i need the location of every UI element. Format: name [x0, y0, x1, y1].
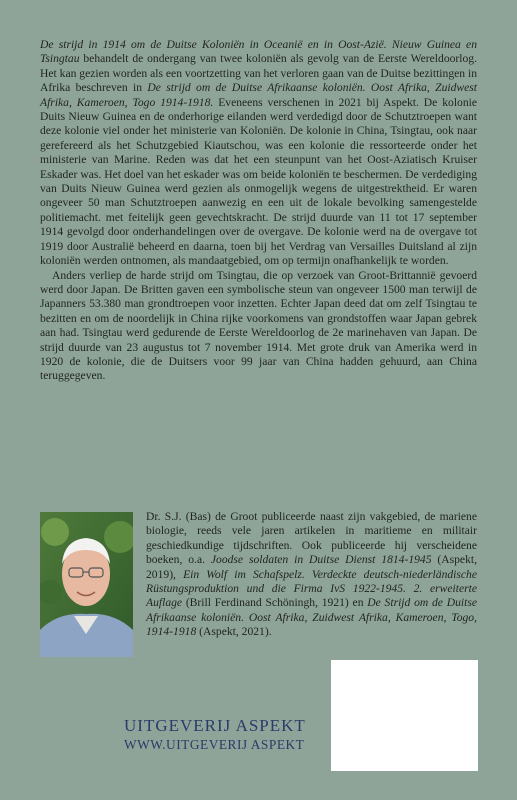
synopsis-paragraph-2: Anders verliep de harde strijd om Tsingtau, die op verzoek van Groot-Brittannië gevoerd werd door Japan. De Britten gaven een symbolische steun van ongeveer 1500 man terwijl de Japanners 53.380 man grondtroepen voor inzetten. Echter Japan deed dat om zelf Tsingtau te bezitten en om de noordelijk in China rijke voorkomens van grondstoffen waar Japan gebrek aan had. Tsingtau werd gedurende de Eerste Wereldoorlog de 2e marinehaven van Japan. De strijd duurde van 23 augustus tot 7 november 1914. Met grote druk van Amerika werd in 1920 de kolonie, die de Duitsers voor 99 jaar van China hadden gehuurd, aan China teruggegeven. — [40, 268, 477, 383]
publisher-block — [124, 716, 324, 754]
synopsis-text: behandelt de ondergang van twee koloniën als gevolg van de Eerste Wereldoorlog. Het kan gezien worden als een voortzetting van het verloren gaan van de Duitse bezittingen in Afrika beschreven in — [40, 52, 477, 95]
synopsis-text: Eveneens verschenen in 2021 bij Aspekt. De kolonie Duits Nieuw Guinea en de onderhorige eilanden werd verdedigd door de Schutztroepen want deze kolonie viel onder het ministerie van Koloniën. De kolonie in China, Tsingtau, ook naar gerefereerd als het Schutzgebied Kiautschou, was een kolonie die ressorteerde onder het ministerie van Marine. Reden was dat het een steunpunt van het Oost-Aziatisch Kruiser Eskader was. Het doel van het eskader was om beide koloniën te beschermen. De verdediging van Duits Nieuw Guinea werd gezien als onmogelijk wegens de uitgestrektheid. Er waren ongeveer 50 man Schutztroepen aanwezig en een uit de lokale bevolking samengestelde politiemacht. met feitelijk geen gevechtskracht. De strijd duurde van 11 tot 17 september 1914 gevolgd door onderhandelingen over de overgave. De kolonie werd na de overgave tot 1919 door Australië beheerd en daarna, toen bij het Verdrag van Versailles Duitsland al zijn koloniën werden ontnomen, als mandaatgebied, om op termijn onafhankelijk te worden. — [40, 95, 477, 268]
bio-book-title: Joodse soldaten in Duitse Dienst 1814-1945 — [210, 553, 432, 567]
author-photo — [40, 512, 133, 657]
bio-text: (Aspekt, 2019), — [146, 553, 477, 581]
publisher-name: UITGEVERIJ ASPEKT — [124, 716, 306, 735]
barcode-area — [331, 660, 478, 771]
bio-text: Dr. S.J. (Bas) de Groot publiceerde naast zijn vakgebied, de mariene biologie, reeds vele jaren artikelen in maritieme en militair geschiedkundige tijdschriften. Ook publiceerde hij verscheidene boeken, o.a. — [146, 510, 477, 567]
bio-book-title: De Strijd om de Duitse Afrikaanse koloniën. Oost Afrika, Zuidwest Afrika, Kameroen, Togo, 1914-1918 — [146, 596, 477, 639]
author-bio — [146, 510, 477, 640]
author-bio-text — [146, 510, 477, 640]
related-book-title-italic: De strijd om de Duitse Afrikaanse koloniën. Oost Afrika, Zuidwest Afrika, Kameroen, Togo 1914-1918. — [40, 81, 477, 109]
synopsis-paragraph-1 — [40, 38, 477, 269]
bio-book-title: Ein Wolf im Schafspelz. Verdeckte deutsch-niederländische Rüstungsproduktion und die Firma IvS 1922-1945. 2. erweiterte Auflage — [146, 567, 477, 610]
publisher-url: WWW.UITGEVERIJ ASPEKT — [124, 737, 305, 752]
synopsis — [40, 38, 477, 384]
book-title-italic: De strijd in 1914 om de Duitse Koloniën in Oceanië en in Oost-Azië. Nieuw Guinea en Tsingtau — [40, 38, 477, 66]
bio-text: (Aspekt, 2021). — [196, 625, 272, 639]
bio-text: (Brill Ferdinand Schöningh, 1921) en — [182, 596, 368, 610]
